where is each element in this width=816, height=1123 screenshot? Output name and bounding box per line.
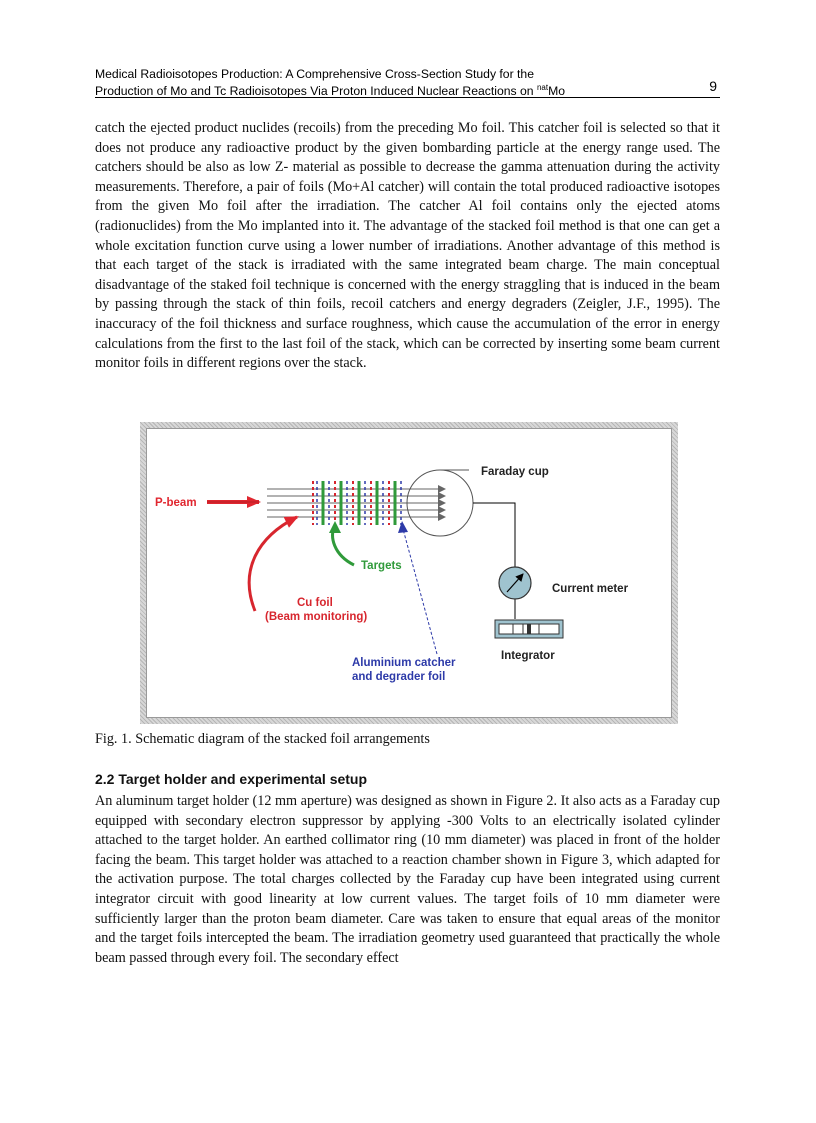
figure-canvas — [146, 428, 672, 718]
label-degrader-foil: and degrader foil — [352, 671, 446, 683]
schematic-diagram — [147, 429, 673, 719]
current-meter-gauge — [499, 567, 531, 599]
integrator-box — [495, 620, 563, 638]
figure-stacked-foil — [140, 422, 678, 724]
label-aluminium-catcher: Aluminium catcher — [352, 657, 456, 669]
paragraph-stacked-foil: catch the ejected product nuclides (recoils) from the preceding Mo foil. This catcher foil is selected so that it does not produce any radioactive product by the given bombarding particle at the energy range used. The catchers should be also as low Z- material as possible to decrease the gamma attenuation during the activity measurements. Therefore, a pair of foils (Mo+Al catcher) will contain the total produced radioactive isotopes from the given Mo foil after the irradiation. The catcher Al foil contains only the ejected atoms (radionuclides) from the Mo implanted into it. The advantage of the stacked foil method is that one can get a whole excitation function curve using a lower number of irradiations. Another advantage of this method is that each target of the stack is irradiated with the same integrated beam charge. The main conceptual disadvantage of the staked foil technique is concerned with the energy straggling that is induced in the beam by passing through the stack of thin foils, recoil catchers and energy degraders (Zeigler, J.F., 1995). The inaccuracy of the foil thickness and surface roughness, which cause the accumulation of the error in energy calculations from the first to the last foil of the stack, which can be corrected by inserting some beam current monitor foils in different regions over the stack. — [95, 120, 720, 372]
header-line-2-suffix: Mo — [548, 84, 566, 98]
figure-caption: Fig. 1. Schematic diagram of the stacked foil arrangements — [95, 731, 430, 747]
header-line-2 — [95, 81, 565, 98]
page-number: 9 — [709, 78, 717, 94]
section-heading: 2.2 Target holder and experimental setup — [95, 771, 368, 787]
cu-foil-pointer — [249, 517, 297, 611]
label-integrator: Integrator — [501, 650, 555, 662]
header-line-1: Medical Radioisotopes Production: A Comprehensive Cross-Section Study for the — [95, 67, 534, 81]
header-superscript: nat — [536, 83, 549, 92]
aluminium-pointer — [403, 529, 437, 654]
beam-lines — [267, 489, 445, 517]
label-cu-foil: Cu foil — [297, 597, 333, 609]
label-targets: Targets — [361, 560, 402, 572]
label-current-meter: Current meter — [552, 583, 629, 595]
paragraph-target-holder: An aluminum target holder (12 mm aperture) was designed as shown in Figure 2. It also acts as a Faraday cup equipped with secondary electron suppressor by applying -300 Volts to an electrically isolated cylinder attached to the target holder. An earthed collimator ring (10 mm diameter) was placed in front of the holder facing the beam. This target holder was attached to a reaction chamber shown in Figure 3, which adapted for the activation purpose. The total charges collected by the Faraday cup have been integrated using current integrator circuit with good linearity at low current values. The target foils of 10 mm diameter were sufficiently larger than the proton beam diameter. Care was taken to ensure that equal areas of the monitor and the target foils intercepted the beam. The irradiation geometry used guaranteed that practically the whole beam passed through every foil. The secondary effect — [95, 793, 720, 966]
wire-to-meter — [473, 503, 515, 567]
header-line-2-text: Production of Mo and Tc Radioisotopes Via Proton Induced Nuclear Reactions on — [95, 84, 537, 98]
label-beam-monitoring: (Beam monitoring) — [265, 611, 368, 623]
label-p-beam: P-beam — [155, 497, 197, 509]
label-faraday-cup: Faraday cup — [481, 466, 549, 478]
running-header — [95, 67, 720, 98]
targets-arrowhead — [329, 521, 341, 533]
aluminium-arrowhead — [398, 521, 408, 533]
